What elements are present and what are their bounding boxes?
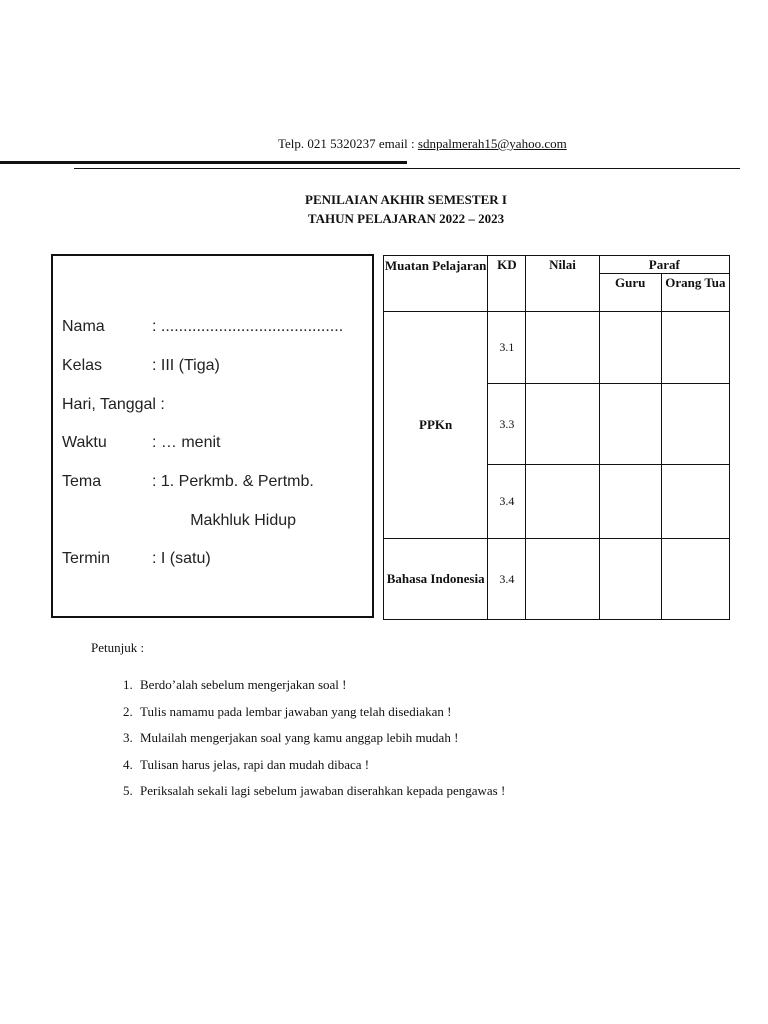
class-value: : III (Tiga) xyxy=(152,357,220,374)
term-label: Termin xyxy=(62,550,111,567)
table-row xyxy=(384,312,730,384)
table-row xyxy=(384,539,730,620)
guru-signature-cell xyxy=(599,465,661,539)
exam-title: PENILAIAN AKHIR SEMESTER I xyxy=(305,192,507,207)
kd-cell: 3.4 xyxy=(488,465,526,539)
header-muatan-pelajaran: Muatan Pelajaran xyxy=(384,256,488,312)
academic-year: TAHUN PELAJARAN 2022 – 2023 xyxy=(307,211,505,226)
instructions-label: Petunjuk : xyxy=(91,640,145,655)
name-label: Nama xyxy=(62,318,105,335)
student-info-box xyxy=(51,254,374,618)
phone-text: Telp. 021 5320237 email : xyxy=(278,136,418,151)
kd-cell: 3.1 xyxy=(488,312,526,384)
instruction-item: 4. Tulisan harus jelas, rapi dan mudah dibaca ! xyxy=(136,752,736,779)
name-value: : ......................................... xyxy=(152,318,344,335)
time-value: : … menit xyxy=(152,434,221,451)
class-label: Kelas xyxy=(62,357,103,374)
nilai-cell xyxy=(526,465,599,539)
parent-signature-cell xyxy=(661,384,729,465)
nilai-cell xyxy=(526,539,599,620)
parent-signature-cell xyxy=(661,465,729,539)
parent-signature-cell xyxy=(661,312,729,384)
header-paraf: Paraf xyxy=(599,256,729,274)
instruction-item: 2. Tulis namamu pada lembar jawaban yang telah disediakan ! xyxy=(136,699,736,726)
header-orang-tua: Orang Tua xyxy=(661,274,729,312)
header-divider-thick xyxy=(0,161,407,164)
header-nilai: Nilai xyxy=(526,256,599,312)
guru-signature-cell xyxy=(599,539,661,620)
nilai-cell xyxy=(526,312,599,384)
contact-line xyxy=(278,136,567,152)
kd-cell: 3.4 xyxy=(488,539,526,620)
guru-signature-cell xyxy=(599,384,661,465)
theme-continued-value: Makhluk Hidup xyxy=(168,512,297,529)
time-label: Waktu xyxy=(62,434,107,451)
instruction-item: 5. Periksalah sekali lagi sebelum jawaban diserahkan kepada pengawas ! xyxy=(136,778,736,805)
guru-signature-cell xyxy=(599,312,661,384)
instruction-item: 1. Berdo’alah sebelum mengerjakan soal ! xyxy=(136,672,736,699)
instructions-list xyxy=(91,672,736,805)
term-value: : I (satu) xyxy=(152,550,211,567)
date-label: Hari, Tanggal : xyxy=(62,396,165,413)
kd-cell: 3.3 xyxy=(488,384,526,465)
theme-value: : 1. Perkmb. & Pertmb. xyxy=(152,473,314,490)
instruction-item: 3. Mulailah mengerjakan soal yang kamu anggap lebih mudah ! xyxy=(136,725,736,752)
grade-table xyxy=(383,255,730,620)
subject-ppkn: PPKn xyxy=(384,312,488,539)
header-divider-thin xyxy=(74,168,740,169)
nilai-cell xyxy=(526,384,599,465)
parent-signature-cell xyxy=(661,539,729,620)
email-link[interactable]: sdnpalmerah15@yahoo.com xyxy=(417,136,567,151)
subject-bahasa-indonesia: Bahasa Indonesia xyxy=(384,539,488,620)
header-guru: Guru xyxy=(599,274,661,312)
theme-label: Tema xyxy=(62,473,102,490)
header-kd: KD xyxy=(488,256,526,312)
